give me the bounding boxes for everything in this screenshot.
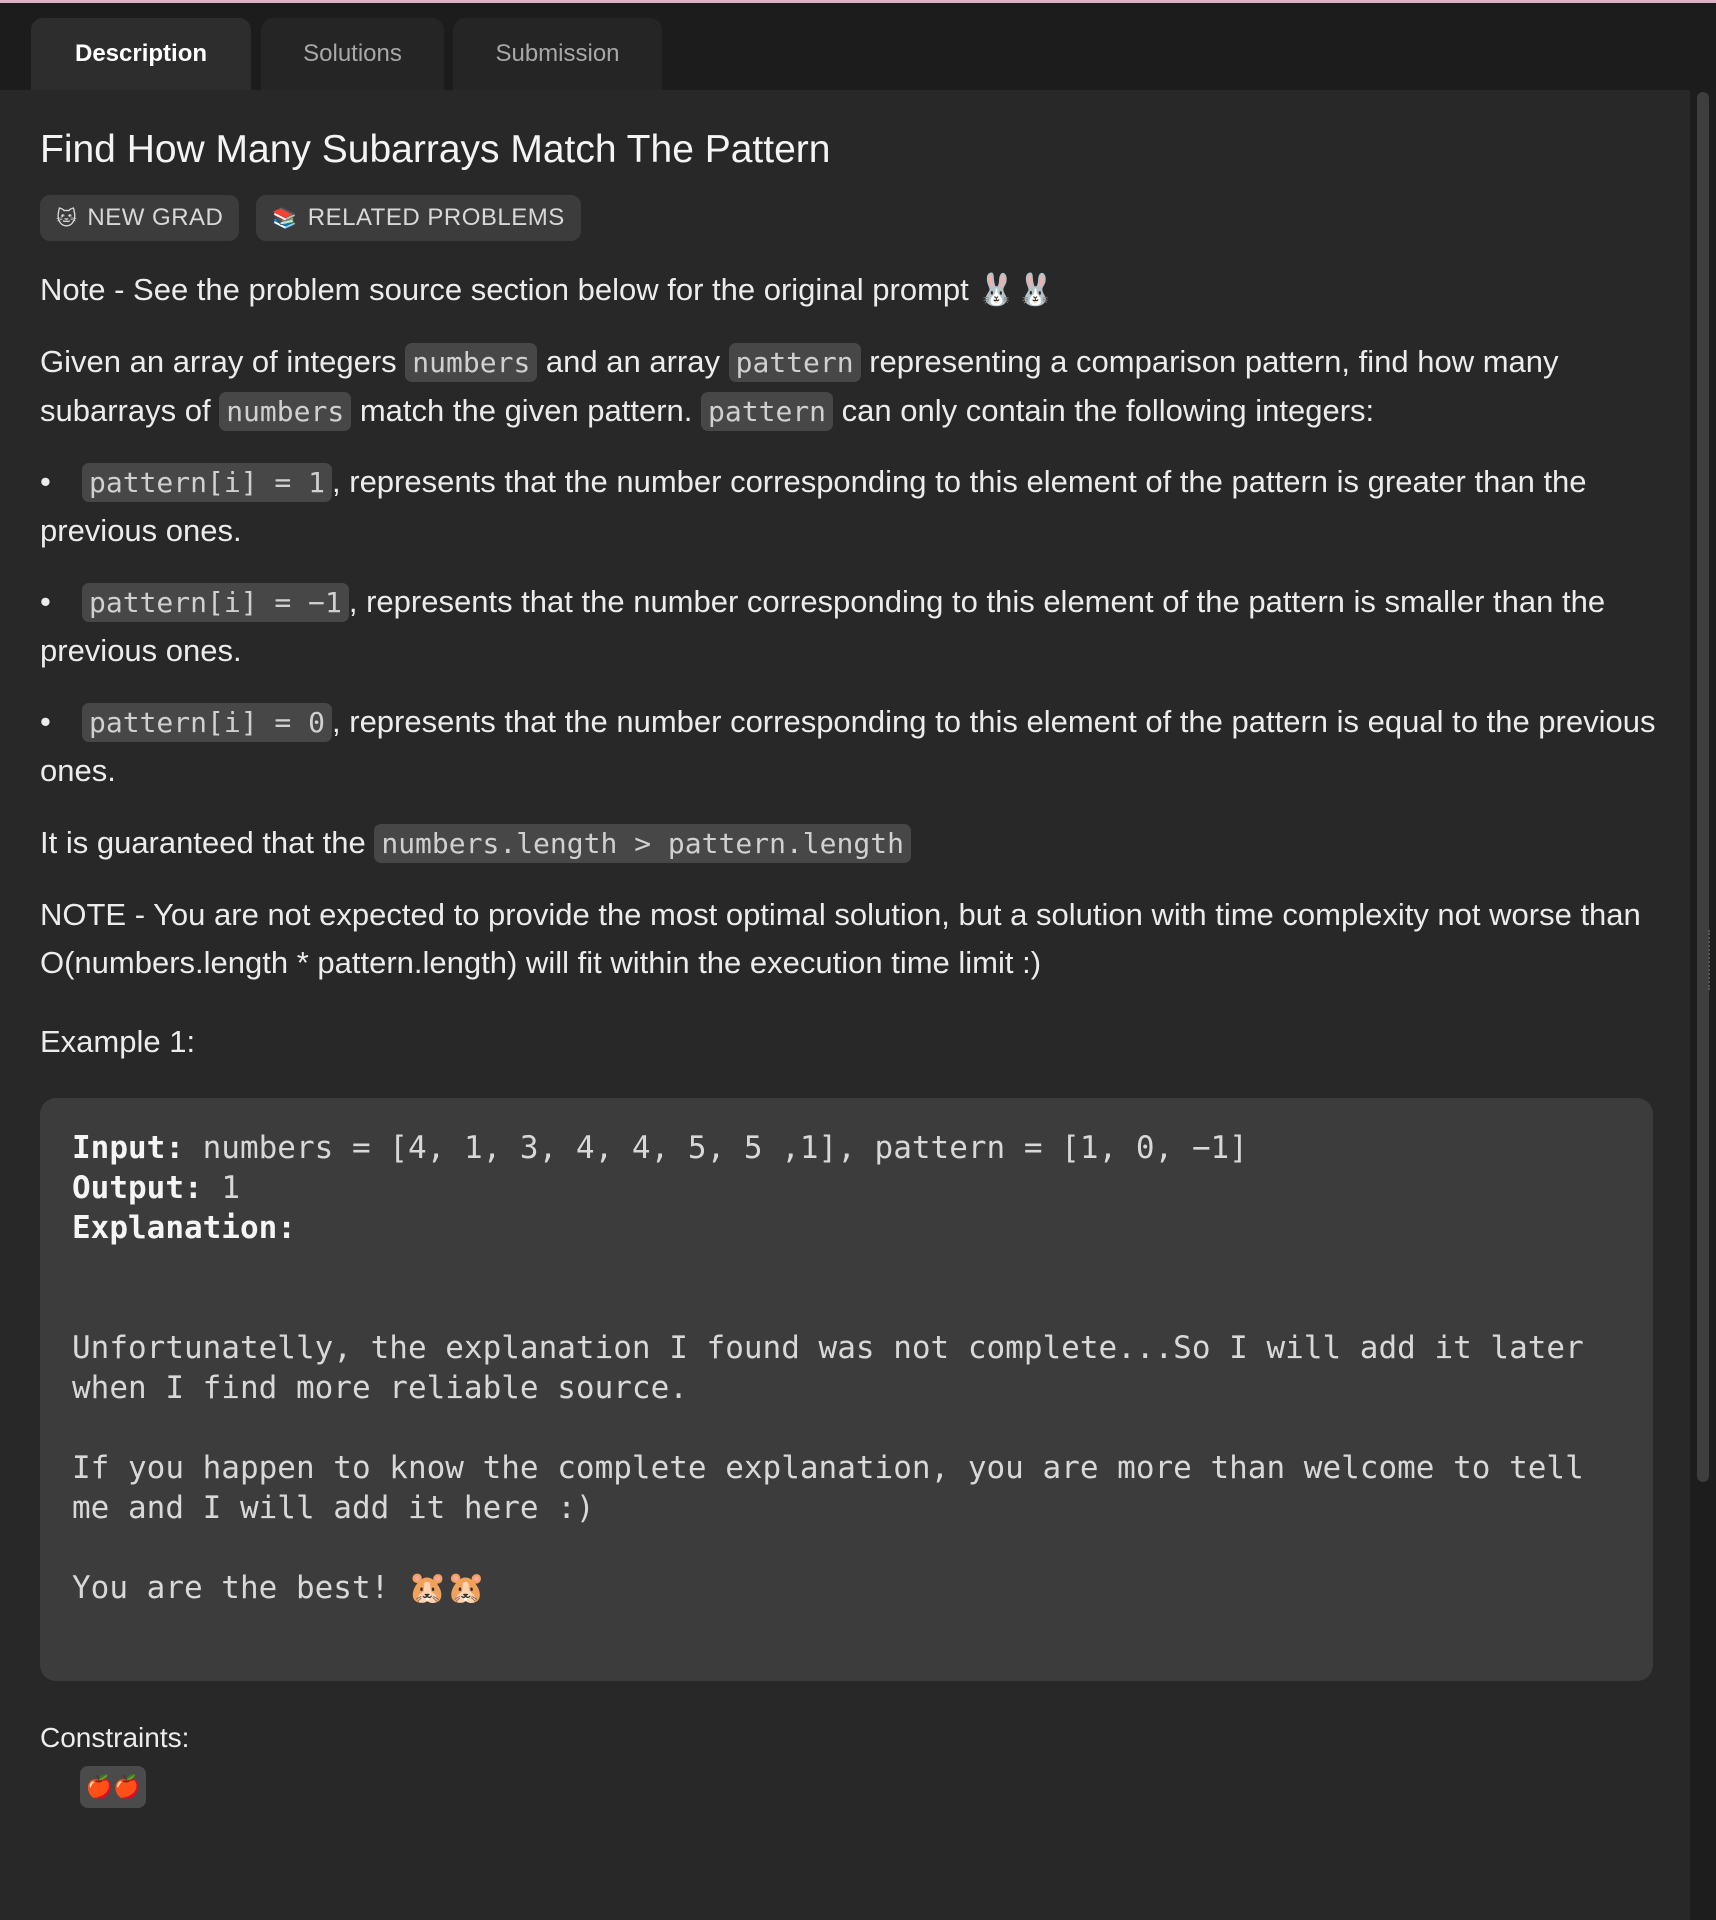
input-label: Input: bbox=[72, 1130, 184, 1166]
rule-text: , represents that the number corresponding to this element of the pattern is equal to the previous ones. bbox=[40, 704, 1656, 788]
explanation-text: Unfortunatelly, the explanation I found was not complete...So I will add it later when I find more reliable source. bbox=[72, 1330, 1603, 1406]
example-code-block bbox=[40, 1098, 1653, 1681]
statement-text: match the given pattern. bbox=[351, 393, 702, 428]
inline-code: pattern[i] = 0 bbox=[82, 703, 332, 742]
new-grad-badge[interactable] bbox=[40, 195, 239, 241]
guarantee-line bbox=[40, 819, 1670, 868]
tab-submission[interactable]: Submission bbox=[453, 18, 662, 90]
inline-code: pattern bbox=[729, 343, 861, 382]
cat-icon: 🐱 bbox=[56, 207, 78, 230]
explanation-text: You are the best! 🐹🐹 bbox=[72, 1570, 486, 1606]
rule-text: , represents that the number corresponding to this element of the pattern is smaller than the previous ones. bbox=[40, 584, 1606, 668]
input-value: numbers = [4, 1, 3, 4, 4, 5, 5 ,1], pattern = [1, 0, −1] bbox=[183, 1130, 1248, 1166]
problem-statement bbox=[40, 338, 1670, 436]
inline-code: numbers bbox=[219, 392, 351, 431]
pattern-rule-item bbox=[40, 578, 1670, 675]
output-label: Output: bbox=[72, 1170, 203, 1206]
badge-row bbox=[40, 195, 581, 241]
tab-solutions[interactable]: Solutions bbox=[261, 18, 444, 90]
explanation-text: If you happen to know the complete explanation, you are more than welcome to tell me and I will add it here :) bbox=[72, 1450, 1603, 1526]
related-problems-label: RELATED PROBLEMS bbox=[307, 204, 565, 231]
apple-icon: 🍎🍎 bbox=[80, 1766, 146, 1808]
books-icon: 📚 bbox=[272, 207, 298, 230]
inline-code: pattern bbox=[701, 392, 833, 431]
explanation-label: Explanation: bbox=[72, 1210, 296, 1246]
source-note: Note - See the problem source section below for the original prompt 🐰🐰 bbox=[40, 272, 1055, 307]
rule-text: , represents that the number corresponding to this element of the pattern is greater than the previous ones. bbox=[40, 464, 1587, 548]
tab-bar bbox=[0, 3, 1716, 90]
statement-text: representing a comparison pattern, find how many subarrays of bbox=[40, 344, 1559, 428]
resize-handle[interactable] bbox=[1708, 930, 1714, 990]
constraints-heading: Constraints: bbox=[40, 1722, 190, 1753]
example-heading: Example 1: bbox=[40, 1024, 196, 1059]
vertical-scrollbar[interactable] bbox=[1690, 90, 1716, 1920]
inline-code: pattern[i] = −1 bbox=[82, 583, 349, 622]
guarantee-text: It is guaranteed that the bbox=[40, 825, 375, 860]
bullet-dot: • bbox=[40, 584, 51, 619]
new-grad-label: NEW GRAD bbox=[87, 204, 224, 231]
tab-description[interactable]: Description bbox=[31, 18, 251, 90]
problem-title: Find How Many Subarrays Match The Pattern bbox=[40, 128, 831, 171]
inline-code: numbers bbox=[405, 343, 537, 382]
related-problems-badge[interactable] bbox=[256, 195, 580, 241]
pattern-rule-item bbox=[40, 458, 1670, 555]
inline-code: pattern[i] = 1 bbox=[82, 463, 332, 502]
bullet-dot: • bbox=[40, 704, 51, 739]
statement-text: and an array bbox=[537, 344, 729, 379]
statement-text: can only contain the following integers: bbox=[833, 393, 1375, 428]
output-value: 1 bbox=[202, 1170, 240, 1206]
pattern-rule-item bbox=[40, 698, 1670, 795]
bullet-dot: • bbox=[40, 464, 51, 499]
statement-text: Given an array of integers bbox=[40, 344, 406, 379]
scrollbar-thumb[interactable] bbox=[1697, 92, 1709, 1482]
inline-code: numbers.length > pattern.length bbox=[374, 824, 911, 863]
complexity-note: NOTE - You are not expected to provide the most optimal solution, but a solution with time complexity not worse than O(numbers.length * pattern.length) will fit within the execution time limit :) bbox=[40, 897, 1641, 980]
